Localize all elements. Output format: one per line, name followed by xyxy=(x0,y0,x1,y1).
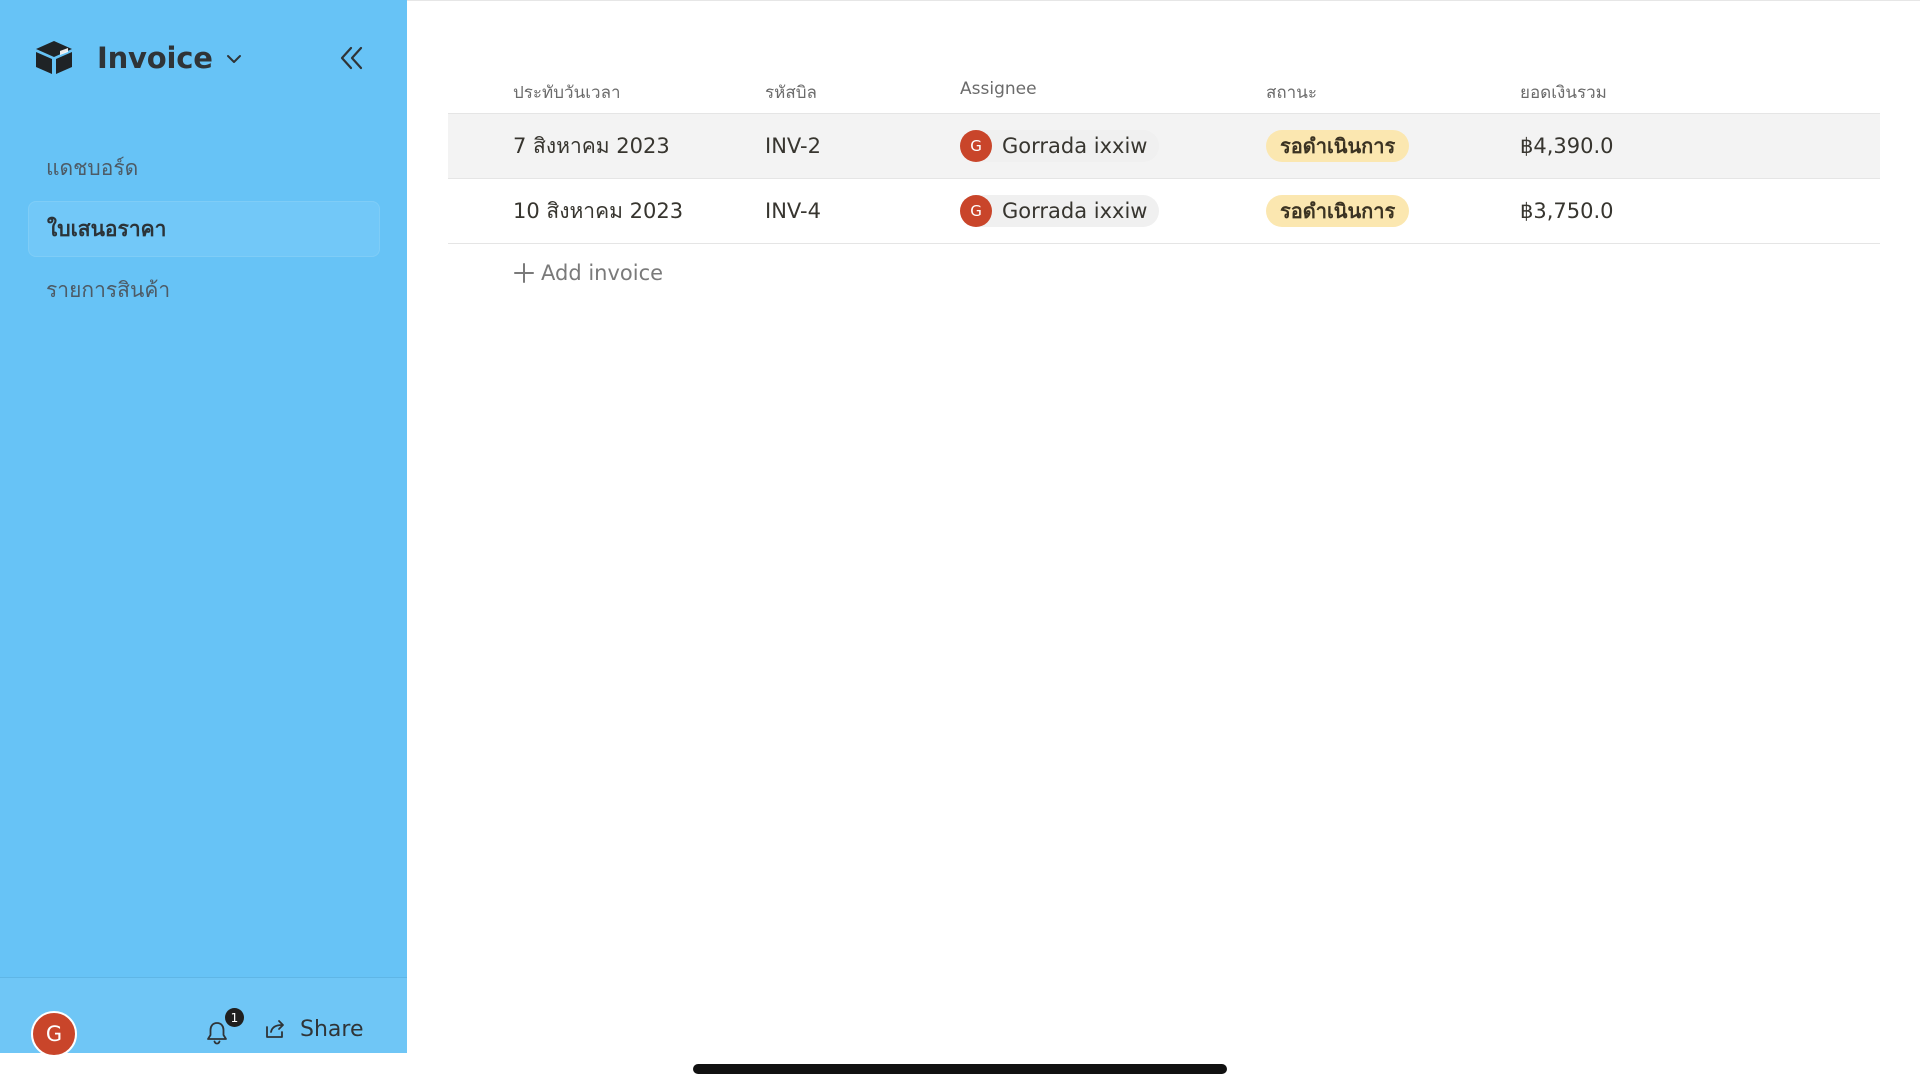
avatar: G xyxy=(960,195,992,227)
table-header xyxy=(448,73,1880,114)
cell-total: ฿4,390.0 xyxy=(1520,134,1614,158)
cell-total: ฿3,750.0 xyxy=(1520,199,1614,223)
status-badge[interactable]: รอดำเนินการ xyxy=(1266,195,1409,227)
cell-assignee xyxy=(960,179,1159,243)
sidebar-header xyxy=(0,0,407,116)
cell-date: 7 สิงหาคม 2023 xyxy=(513,133,670,158)
cell-code: INV-4 xyxy=(765,199,821,223)
notification-badge: 1 xyxy=(225,1008,244,1027)
column-header-date[interactable]: ประทับวันเวลา xyxy=(513,83,621,103)
avatar: G xyxy=(960,130,992,162)
workspace-title: Invoice xyxy=(97,41,213,75)
sidebar-footer xyxy=(0,977,407,1053)
assignee-name: Gorrada ixxiw xyxy=(1002,134,1148,158)
invoice-table xyxy=(448,73,1880,285)
column-header-assignee[interactable]: Assignee xyxy=(960,79,1037,99)
cell-status xyxy=(1266,179,1409,243)
column-header-status[interactable]: สถานะ xyxy=(1266,83,1317,103)
workspace-switcher[interactable] xyxy=(97,38,243,78)
cube-logo-icon xyxy=(34,39,74,76)
column-header-total[interactable]: ยอดเงินรวม xyxy=(1520,83,1607,103)
column-header-code[interactable]: รหัสบิล xyxy=(765,83,817,103)
bell-icon xyxy=(205,1020,229,1046)
cell-status xyxy=(1266,114,1409,178)
sidebar-item-products[interactable]: รายการสินค้า xyxy=(46,277,171,302)
share-button[interactable] xyxy=(264,1014,364,1044)
assignee-chip[interactable] xyxy=(960,195,1159,227)
assignee-chip[interactable] xyxy=(960,130,1159,162)
collapse-sidebar-icon[interactable] xyxy=(337,43,367,73)
notifications-button[interactable] xyxy=(201,1008,241,1048)
status-badge[interactable]: รอดำเนินการ xyxy=(1266,130,1409,162)
sidebar-item-quotation[interactable]: ใบเสนอราคา xyxy=(28,201,380,257)
main-content xyxy=(407,0,1920,1086)
sidebar xyxy=(0,0,407,1053)
sidebar-nav xyxy=(28,140,380,323)
user-avatar[interactable]: G xyxy=(31,1011,77,1057)
share-label: Share xyxy=(300,1016,364,1042)
assignee-name: Gorrada ixxiw xyxy=(1002,199,1148,223)
sidebar-item-dashboard[interactable]: แดชบอร์ด xyxy=(46,155,139,180)
table-row[interactable] xyxy=(448,114,1880,179)
chevron-down-icon xyxy=(225,50,243,68)
plus-icon xyxy=(513,262,535,284)
cell-date: 10 สิงหาคม 2023 xyxy=(513,198,684,223)
table-row[interactable] xyxy=(448,179,1880,244)
add-invoice-button[interactable] xyxy=(513,255,663,291)
add-invoice-label: Add invoice xyxy=(541,261,664,285)
cell-code: INV-2 xyxy=(765,134,821,158)
share-icon xyxy=(264,1019,286,1039)
home-indicator xyxy=(693,1064,1227,1074)
cell-assignee xyxy=(960,114,1159,178)
